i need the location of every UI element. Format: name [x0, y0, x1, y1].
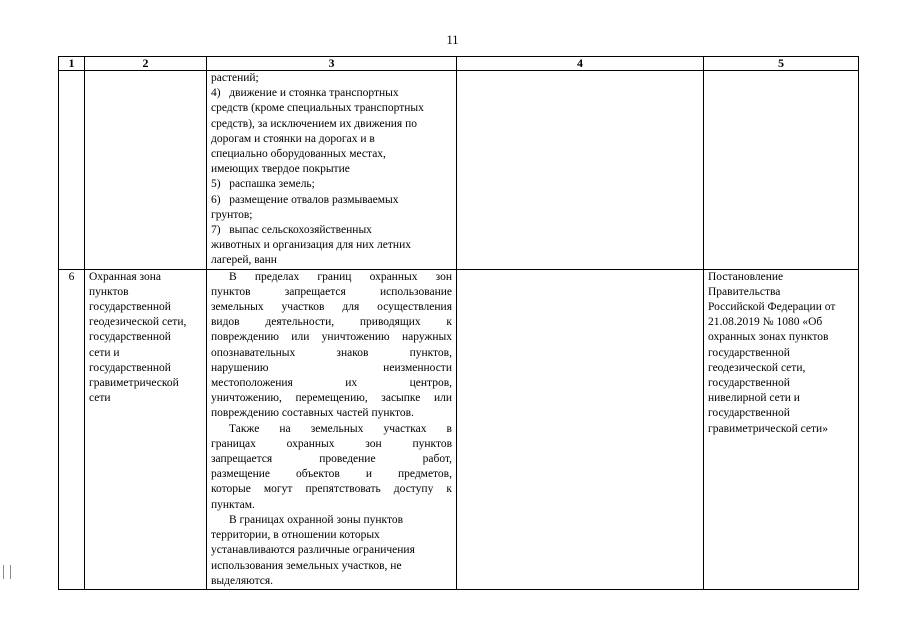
text-line: Российской Федерации от	[708, 301, 836, 314]
cell-col4-empty	[457, 71, 704, 270]
text-line: В пределах границ охранных зон	[229, 270, 452, 283]
header-col-2: 2	[85, 57, 207, 71]
table-row-6	[59, 269, 859, 589]
scan-margin-mark	[3, 565, 11, 579]
regulation-table	[58, 56, 859, 590]
text-line: использования земельных участков, не	[211, 559, 402, 572]
text-line: земельных участков для осуществления	[211, 301, 452, 314]
cell-num-empty	[59, 71, 85, 270]
text-line: сети	[89, 392, 111, 405]
text-line: растений;	[211, 72, 259, 84]
text-line: В границах охранной зоны пунктов	[229, 513, 403, 526]
text-line: повреждению или уничтожению наружных	[211, 331, 452, 344]
text-line: опознавательных знаков пунктов,	[211, 346, 452, 359]
text-line: государственной	[89, 301, 171, 314]
text-line: охранных зонах пунктов	[708, 331, 829, 344]
text-line: специально оборудованных местах,	[211, 148, 386, 161]
text-line: гравиметрической	[89, 377, 179, 390]
zone-name-cell	[85, 269, 207, 589]
text-line: пунктов запрещается использование	[211, 285, 452, 298]
restrictions-cell	[207, 269, 457, 589]
text-line: лагерей, ванн	[211, 254, 277, 267]
text-line: пунктов	[89, 285, 129, 298]
text-line: средств), за исключением их движения по	[211, 117, 418, 130]
text-line: гравиметрической сети»	[708, 422, 828, 435]
legal-basis-cell	[704, 269, 859, 589]
text-line: государственной	[708, 377, 790, 390]
text-line: которые могут препятствовать доступу к	[211, 483, 452, 496]
header-col-1: 1	[59, 57, 85, 71]
list-item: 4) движение и стоянка транспортных	[211, 87, 399, 100]
cell-zone-empty	[85, 71, 207, 270]
text-line: государственной	[89, 361, 171, 374]
text-line: сети и	[89, 346, 120, 359]
page-number: 11	[446, 33, 459, 47]
text-line: размещение объектов и предметов,	[211, 468, 452, 481]
text-line: грунтов;	[211, 208, 253, 221]
text-line: государственной	[708, 407, 790, 420]
text-line: средств (кроме специальных транспортных	[211, 102, 424, 115]
text-line: видов деятельности, приводящих к	[211, 316, 452, 329]
text-line: выделяются.	[211, 574, 274, 587]
header-col-3: 3	[207, 57, 457, 71]
text-line: геодезической сети,	[708, 361, 806, 374]
text-line: Также на земельных участках в	[229, 422, 452, 435]
text-line: запрещается проведение работ,	[211, 453, 452, 466]
text-line: животных и организация для них летних	[211, 239, 411, 252]
text-line: нивелирной сети и	[708, 392, 800, 405]
table-row-continuation	[59, 71, 859, 270]
text-line: пунктам.	[211, 498, 255, 511]
text-line: территории, в отношении которых	[211, 529, 380, 542]
row-number: 6	[59, 269, 85, 589]
cell-col5-empty	[704, 71, 859, 270]
list-item: 6) размещение отвалов размываемых	[211, 193, 399, 206]
text-line: Правительства	[708, 285, 781, 298]
cell-col4-empty	[457, 269, 704, 589]
text-line: нарушению неизменности	[211, 361, 452, 374]
cell-restrictions-continuation	[207, 71, 457, 270]
text-line: 21.08.2019 № 1080 «Об	[708, 316, 823, 329]
header-col-4: 4	[457, 57, 704, 71]
text-line: устанавливаются различные ограничения	[211, 544, 415, 557]
header-row	[59, 57, 859, 71]
text-line: местоположения их центров,	[211, 377, 452, 390]
header-col-5: 5	[704, 57, 859, 71]
list-item: 5) распашка земель;	[211, 178, 315, 191]
list-item: 7) выпас сельскохозяйственных	[211, 224, 372, 237]
text-line: дорогам и стоянки на дорогах и в	[211, 132, 375, 145]
text-line: Охранная зона	[89, 270, 161, 283]
text-line: уничтожению, перемещению, засыпке или	[211, 392, 452, 405]
text-line: государственной	[89, 331, 171, 344]
text-line: границах охранных зон пунктов	[211, 437, 452, 450]
text-line: Постановление	[708, 270, 784, 283]
text-line: повреждению составных частей пунктов.	[211, 407, 414, 420]
text-line: государственной	[708, 346, 790, 359]
text-line: имеющих твердое покрытие	[211, 163, 350, 176]
text-line: геодезической сети,	[89, 316, 187, 329]
